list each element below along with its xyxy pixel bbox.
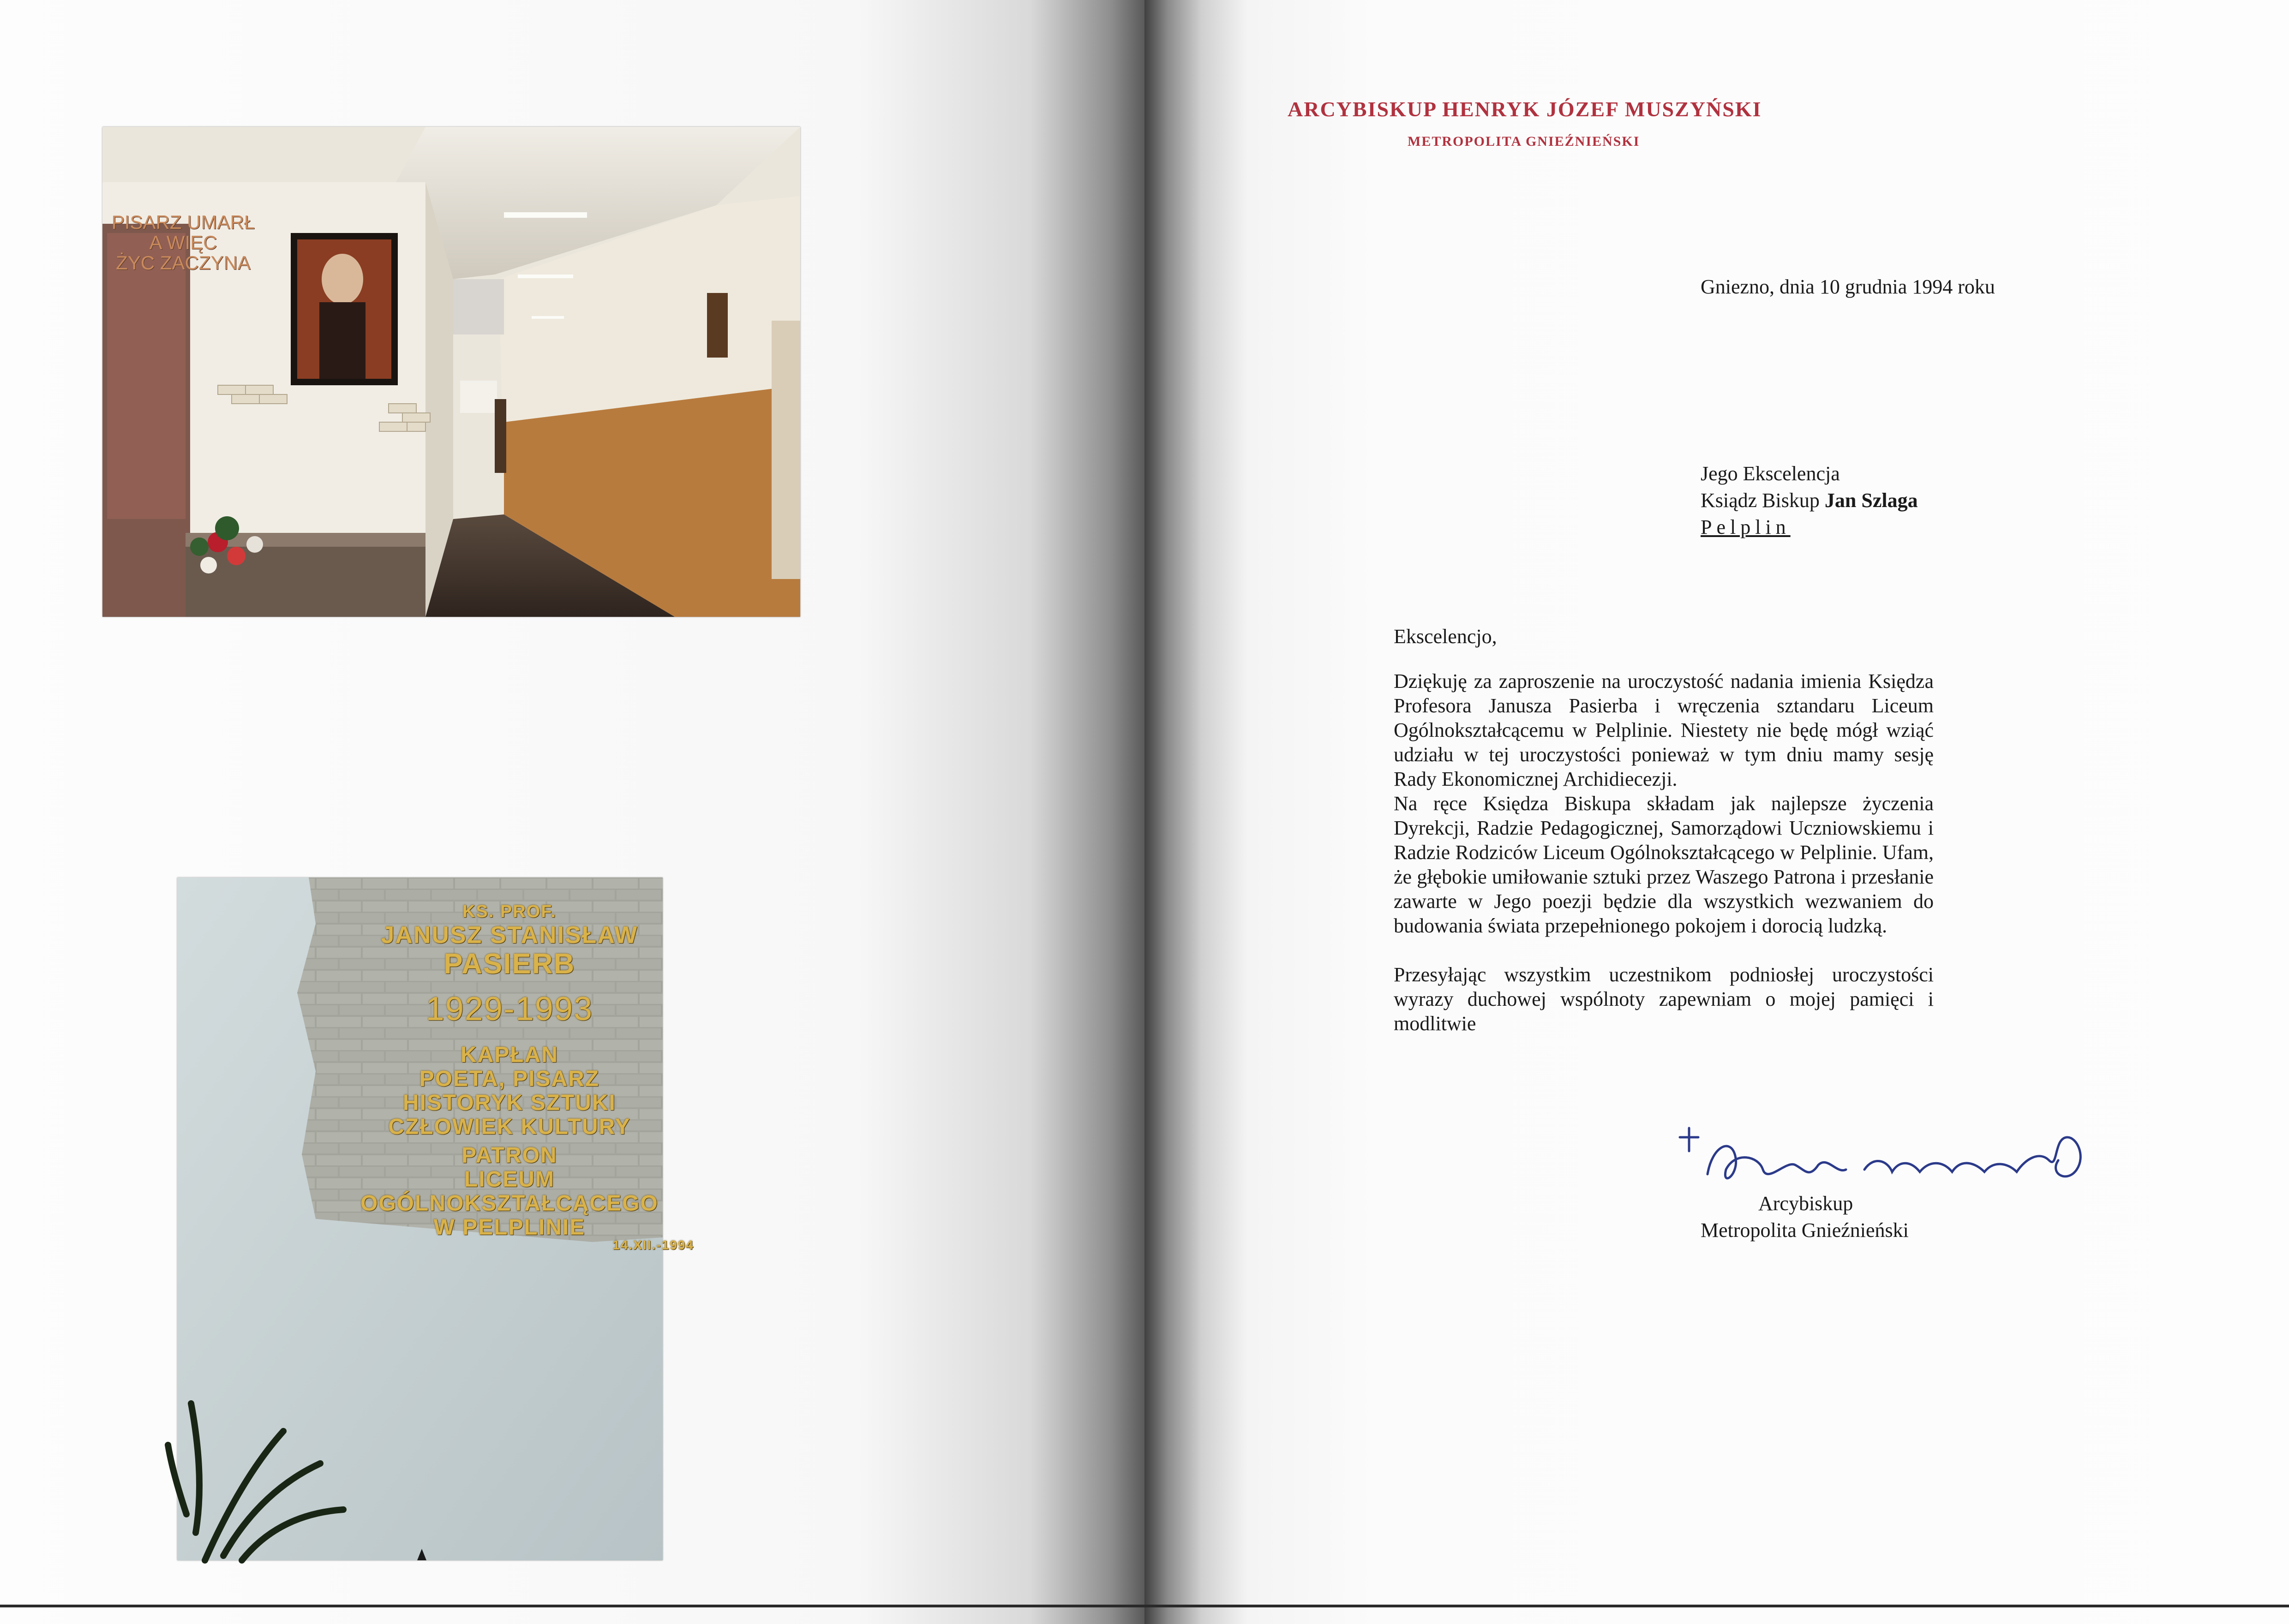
plaque-line: KS. PROF. [462,902,557,921]
letter-body [1394,669,1934,1036]
corridor-illustration [102,127,800,617]
plaque-line: HISTORYK SZTUKI [402,1091,617,1115]
plaque-line: PATRON [461,1143,557,1168]
plaque-line: OGÓLNOKSZTAŁCĄCEGO [360,1191,659,1216]
corridor-photo [102,127,800,617]
paragraph-gap [1394,938,1934,962]
closing-subtitle: Metropolita Gnieźnieński [1701,1219,1909,1242]
recipient-city: Pelplin [1701,516,1791,538]
scan-edge [0,1605,2289,1607]
plaque-inscription [320,903,699,1252]
plaque-line: PASIERB [443,948,575,980]
salutation: Ekscelencjo, [1394,625,1497,648]
letterhead-title: METROPOLITA GNIEŹNIEŃSKI [1408,134,1640,149]
plaque-line: LICEUM [464,1167,555,1192]
plaque-photo [177,878,694,1560]
paragraph: Dziękuję za zaproszenie na uroczystość nadania imienia Księdza Profesora Janusza Pasierba i wręczenia sztandaru Liceum Ogólnokształcącemu w Pelplinie. Niestety nie będę mógł wziąć udziału w tej uroczystości ponieważ w tym dniu mamy sesję Rady Ekonomicznej Archidiecezji. [1394,670,1934,790]
closing-title: Arcybiskup [1758,1192,1853,1215]
handwritten-signature [1671,1119,2104,1211]
plaque-line: 1929-1993 [425,991,593,1027]
plaque-line: W PELPLINIE [433,1215,586,1240]
inscription-line: ŻYC ZACZYNA [116,252,251,274]
paragraph: Na ręce Księdza Biskupa składam jak najlepsze życzenia Dyrekcji, Radzie Pedagogicznej, Samorządowi Uczniowskiemu i Radzie Rodziców Liceum Ogólnokształcącego w Pelplinie. Ufam, że głębokie umiłowanie sztuki przez Waszego Patrona i przesłanie zawarte w Jego poezji będzie dla wszystkich wezwaniem do budowania świata przepełnionego pokojem i dorocią ludzką. [1394,792,1934,937]
plaque-date: 14.XII.-1994 [612,1238,694,1252]
inscription-line: A WIĘC [149,232,217,253]
plaque-line: JANUSZ STANISŁAW [381,922,638,949]
recipient-name: Jan Szlaga [1824,489,1918,512]
inscription-line: PISARZ UMARŁ [111,211,255,233]
letter-date: Gniezno, dnia 10 grudnia 1994 roku [1701,275,1995,298]
plaque-line: KAPŁAN [461,1043,558,1067]
plaque-line: POETA, PISARZ [419,1067,600,1091]
recipient-block [1701,460,1918,541]
plaque-line: CZŁOWIEK KULTURY [388,1115,631,1139]
recipient-line [1701,487,1918,514]
paragraph: Przesyłając wszystkim uczestnikom podniosłej uroczystości wyrazy duchowej wspólnoty zapewniam o mojej pamięci i modlitwie [1394,963,1934,1035]
memorial-inscription [107,212,259,273]
letterhead-name: ARCYBISKUP HENRYK JÓZEF MUSZYŃSKI [1288,97,1762,121]
recipient-line: Jego Ekscelencja [1701,462,1840,485]
recipient-prefix: Ksiądz Biskup [1701,489,1825,512]
